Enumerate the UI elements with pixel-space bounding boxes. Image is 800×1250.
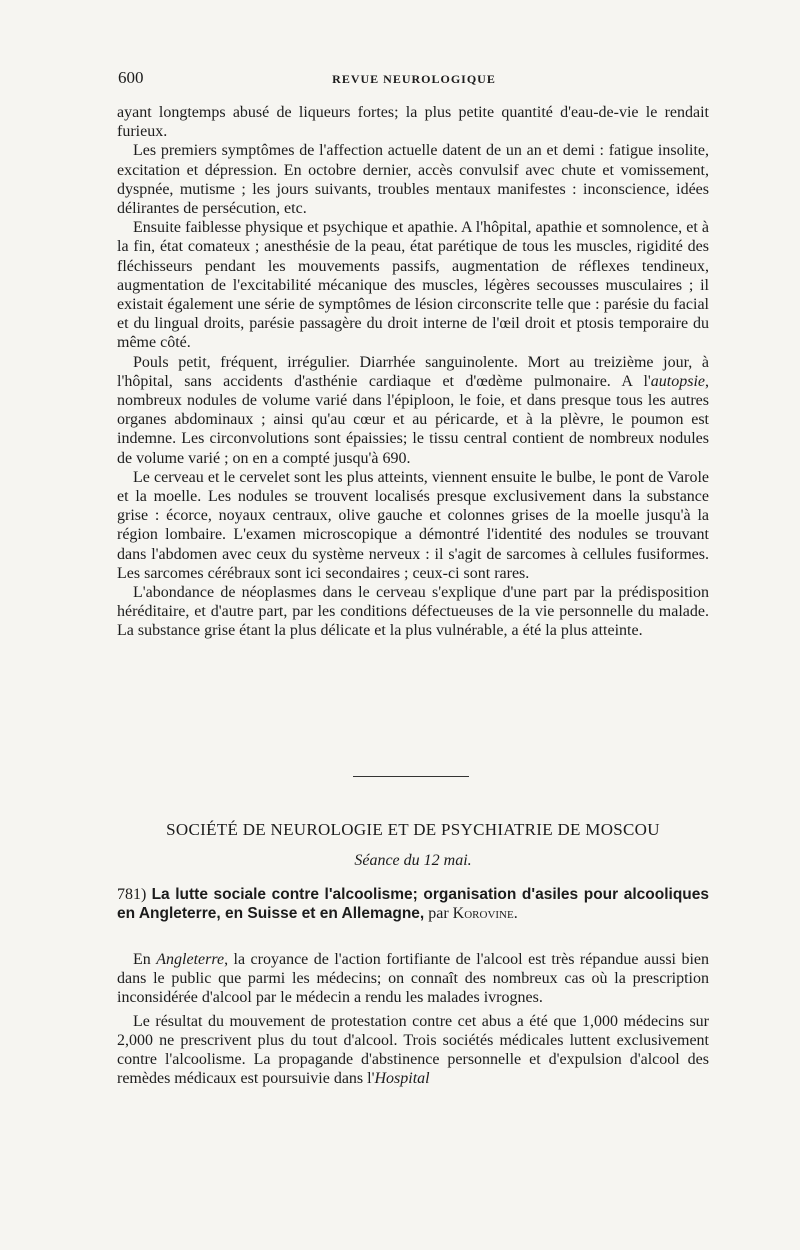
section-heading bbox=[117, 820, 709, 870]
paragraph-6: L'abondance de néoplasmes dans le cerveau s'explique d'une part par la prédisposition héréditaire, et d'autre part, par les conditions défectueuses de la vie personnelle du malade. La substance grise étant la plus délicate et la plus vulnérable, a été la plus atteinte. bbox=[117, 584, 709, 640]
article-paragraph-1-part-b: , la croyance de l'action fortifiante de l'alcool est très répandue aussi bien dans le public que parmi les médecins; on connaît des nombreux cas où la prescription inconsidérée d'alcool par le médecin a rendu les malades ivrognes. bbox=[117, 951, 709, 1007]
page-number: 600 bbox=[118, 68, 144, 87]
paragraph-4-part-a: Pouls petit, fréquent, irrégulier. Diarrhée sanguinolente. Mort au treizième jour, à l'hôpital, sans accidents d'asthénie cardiaque et d'œdème pulmonaire. A l' bbox=[117, 353, 709, 390]
article-paragraph-1-part-a: En bbox=[133, 951, 157, 968]
article-paragraph-2-part-a: Le résultat du mouvement de protestation contre cet abus a été que 1,000 médecins sur 2,000 ne prescrivent plus du tout d'alcool. Trois sociétés médicales luttent exclusivement contre l'alcoolisme. La propagande d'abstinence personnelle et d'expulsion d'alcool des remèdes médicaux est poursuivie dans l' bbox=[117, 1012, 709, 1088]
hospital-italic: Hospital bbox=[374, 1070, 430, 1088]
section-divider bbox=[353, 776, 469, 777]
article-heading bbox=[117, 885, 709, 923]
paragraph-3: Ensuite faiblesse physique et psychique et apathie. A l'hôpital, apathie et somnolence, et à la fin, état comateux ; anesthésie de la peau, état parétique de tous les muscles, rigidité des fléchisseurs pendant les mouvements passifs, augmentation de réflexes tendineux, augmentation de l'excitabilité mécanique des muscles, légères secousses musculaires ; il existait également une série de symptômes de lésion circonscrite telle que : parésie du facial et du lingual droits, parésie passagère du droit interne de l'œil droit et ptosis temporaire du même côté. bbox=[117, 219, 709, 352]
article-title: La lutte sociale contre l'alcoolisme; organisation d'asiles pour alcooliques en Angleterre, en Suisse et en Allemagne, bbox=[117, 886, 709, 922]
running-title: REVUE NEUROLOGIQUE bbox=[332, 72, 496, 86]
section-title: SOCIÉTÉ DE NEUROLOGIE ET DE PSYCHIATRIE DE MOSCOU bbox=[166, 820, 660, 839]
paragraph-4-part-b: , nombreux nodules de volume varié dans l'épiploon, le foie, et dans presque tous les autres organes abdominaux ; ainsi qu'au cœur et au péricarde, et à la plèvre, le poumon est indemne. Les circonvolutions sont épaissies; le tissu central contient de nombreux nodules de volume varié ; on en a compté jusqu'à 690. bbox=[117, 372, 709, 467]
paragraph-4 bbox=[117, 353, 709, 468]
autopsie-italic: autopsie bbox=[650, 372, 705, 390]
article-author: Korovine. bbox=[452, 905, 518, 922]
paragraph-1: ayant longtemps abusé de liqueurs fortes; la plus petite quantité d'eau-de-vie le rendait furieux. bbox=[117, 104, 709, 141]
session-date: Séance du 12 mai. bbox=[354, 852, 472, 869]
article-text bbox=[117, 950, 709, 1088]
article-by: par bbox=[428, 905, 449, 922]
article-number: 781) bbox=[117, 886, 147, 903]
article-paragraph-1 bbox=[117, 950, 709, 1008]
paragraph-2: Les premiers symptômes de l'affection actuelle datent de un an et demi : fatigue insolite, excitation et dépression. En octobre dernier, accès convulsif avec chute et vomissement, dyspnée, mutisme ; les jours suivants, troubles mentaux manifestes : inconscience, idées délirantes de persécution, etc. bbox=[117, 142, 709, 218]
paragraph-5: Le cerveau et le cervelet sont les plus atteints, viennent ensuite le bulbe, le pont de Varole et la moelle. Les nodules se trouvent localisés presque exclusivement dans la substance grise : écorce, noyaux centraux, olive gauche et colonnes grises de la moelle jusqu'à la région lombaire. L'examen microscopique a démontré l'identité des nodules se trouvant dans l'abdomen avec ceux du système nerveux : il s'agit de sarcomes à cellules fusiformes. Les sarcomes cérébraux sont ici secondaires ; ceux-ci sont rares. bbox=[117, 468, 709, 582]
page-header bbox=[118, 68, 710, 92]
case-report-text bbox=[117, 103, 709, 641]
article-paragraph-2 bbox=[117, 1012, 709, 1089]
angleterre-italic: Angleterre bbox=[156, 951, 225, 968]
